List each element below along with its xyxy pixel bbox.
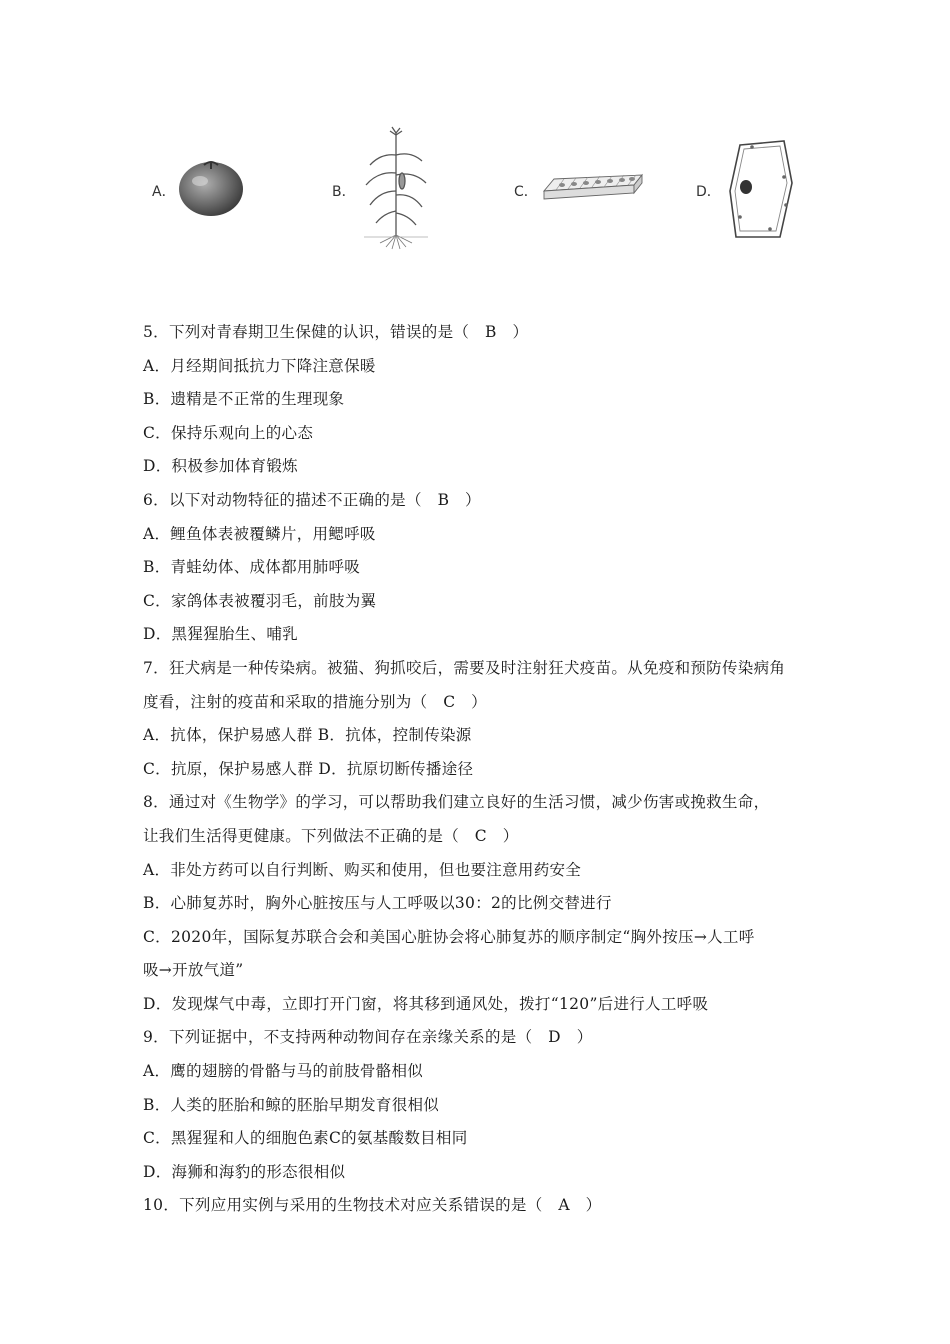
question-5-option-c: C．保持乐观向上的心态 <box>143 423 314 442</box>
question-8-option-d: D．发现煤气中毒，立即打开门窗，将其移到通风处，拨打“120”后进行人工呼吸 <box>143 994 709 1013</box>
question-6-option-c: C．家鸽体表被覆羽毛，前肢为翼 <box>143 591 377 610</box>
figure-options-row <box>0 125 950 255</box>
question-8-option-c-line-1: C．2020年，国际复苏联合会和美国心脏协会将心肺复苏的顺序制定“胸外按压→人工呼 <box>143 927 755 946</box>
question-8-option-b: B．心肺复苏时，胸外心脏按压与人工呼吸以30：2的比例交替进行 <box>143 894 612 913</box>
question-5: 5．下列对青春期卫生保健的认识，错误的是（ B ） <box>143 323 529 341</box>
question-9-option-c: C．黑猩猩和人的细胞色素C的氨基酸数目相同 <box>143 1129 468 1148</box>
epithelial-tissue-icon <box>538 125 648 255</box>
question-10: 10．下列应用实例与采用的生物技术对应关系错误的是（ A ） <box>143 1196 602 1215</box>
figure-option-d-letter: D． <box>696 184 721 200</box>
question-8-option-c-line-2: 吸→开放气道” <box>143 961 244 980</box>
question-9-option-d: D．海狮和海豹的形态很相似 <box>143 1162 346 1181</box>
figure-option-a-letter: A． <box>152 184 176 200</box>
question-8-line-1: 8．通过对《生物学》的学习，可以帮助我们建立良好的生活习惯，减少伤害或挽救生命， <box>143 793 770 812</box>
plant-cell-icon <box>722 125 802 255</box>
question-6: 6．以下对动物特征的描述不正确的是（ B ） <box>143 490 481 509</box>
question-7-options-cd: C．抗原，保护易感人群 D．抗原切断传播途径 <box>143 759 474 778</box>
question-5-option-d: D．积极参加体育锻炼 <box>143 457 298 476</box>
question-9: 9．下列证据中，不支持两种动物间存在亲缘关系的是（ D ） <box>143 1028 593 1047</box>
figure-option-a <box>150 125 250 255</box>
figure-option-b-letter: B． <box>332 184 356 200</box>
question-7-options-ab: A．抗体，保护易感人群 B．抗体，控制传染源 <box>143 726 472 745</box>
question-7-line-2: 度看，注射的疫苗和采取的措施分别为（ C ） <box>143 692 487 711</box>
question-8-option-a: A．非处方药可以自行判断、购买和使用，但也要注意用药安全 <box>143 860 582 879</box>
question-7-line-1: 7．狂犬病是一种传染病。被猫、狗抓咬后，需要及时注射狂犬疫苗。从免疫和预防传染病角 <box>143 658 786 677</box>
question-9-option-b: B．人类的胚胎和鲸的胚胎早期发育很相似 <box>143 1095 440 1114</box>
figure-option-b <box>330 125 440 255</box>
question-8-line-2: 让我们生活得更健康。下列做法不正确的是（ C ） <box>143 826 519 845</box>
figure-option-c <box>512 125 652 255</box>
question-6-option-a: A．鲤鱼体表被覆鳞片，用鳃呼吸 <box>143 524 376 543</box>
question-6-option-b: B．青蛙幼体、成体都用肺呼吸 <box>143 558 361 577</box>
tomato-icon <box>176 125 246 255</box>
corn-plant-icon <box>356 125 436 255</box>
question-6-option-d: D．黑猩猩胎生、哺乳 <box>143 625 298 644</box>
question-9-option-a: A．鹰的翅膀的骨骼与马的前肢骨骼相似 <box>143 1062 424 1081</box>
question-5-option-b: B．遗精是不正常的生理现象 <box>143 390 345 409</box>
question-list <box>143 316 823 1223</box>
question-5-option-a: A．月经期间抵抗力下降注意保暖 <box>143 356 376 375</box>
figure-option-c-letter: C． <box>514 184 538 200</box>
figure-option-d <box>694 125 814 255</box>
